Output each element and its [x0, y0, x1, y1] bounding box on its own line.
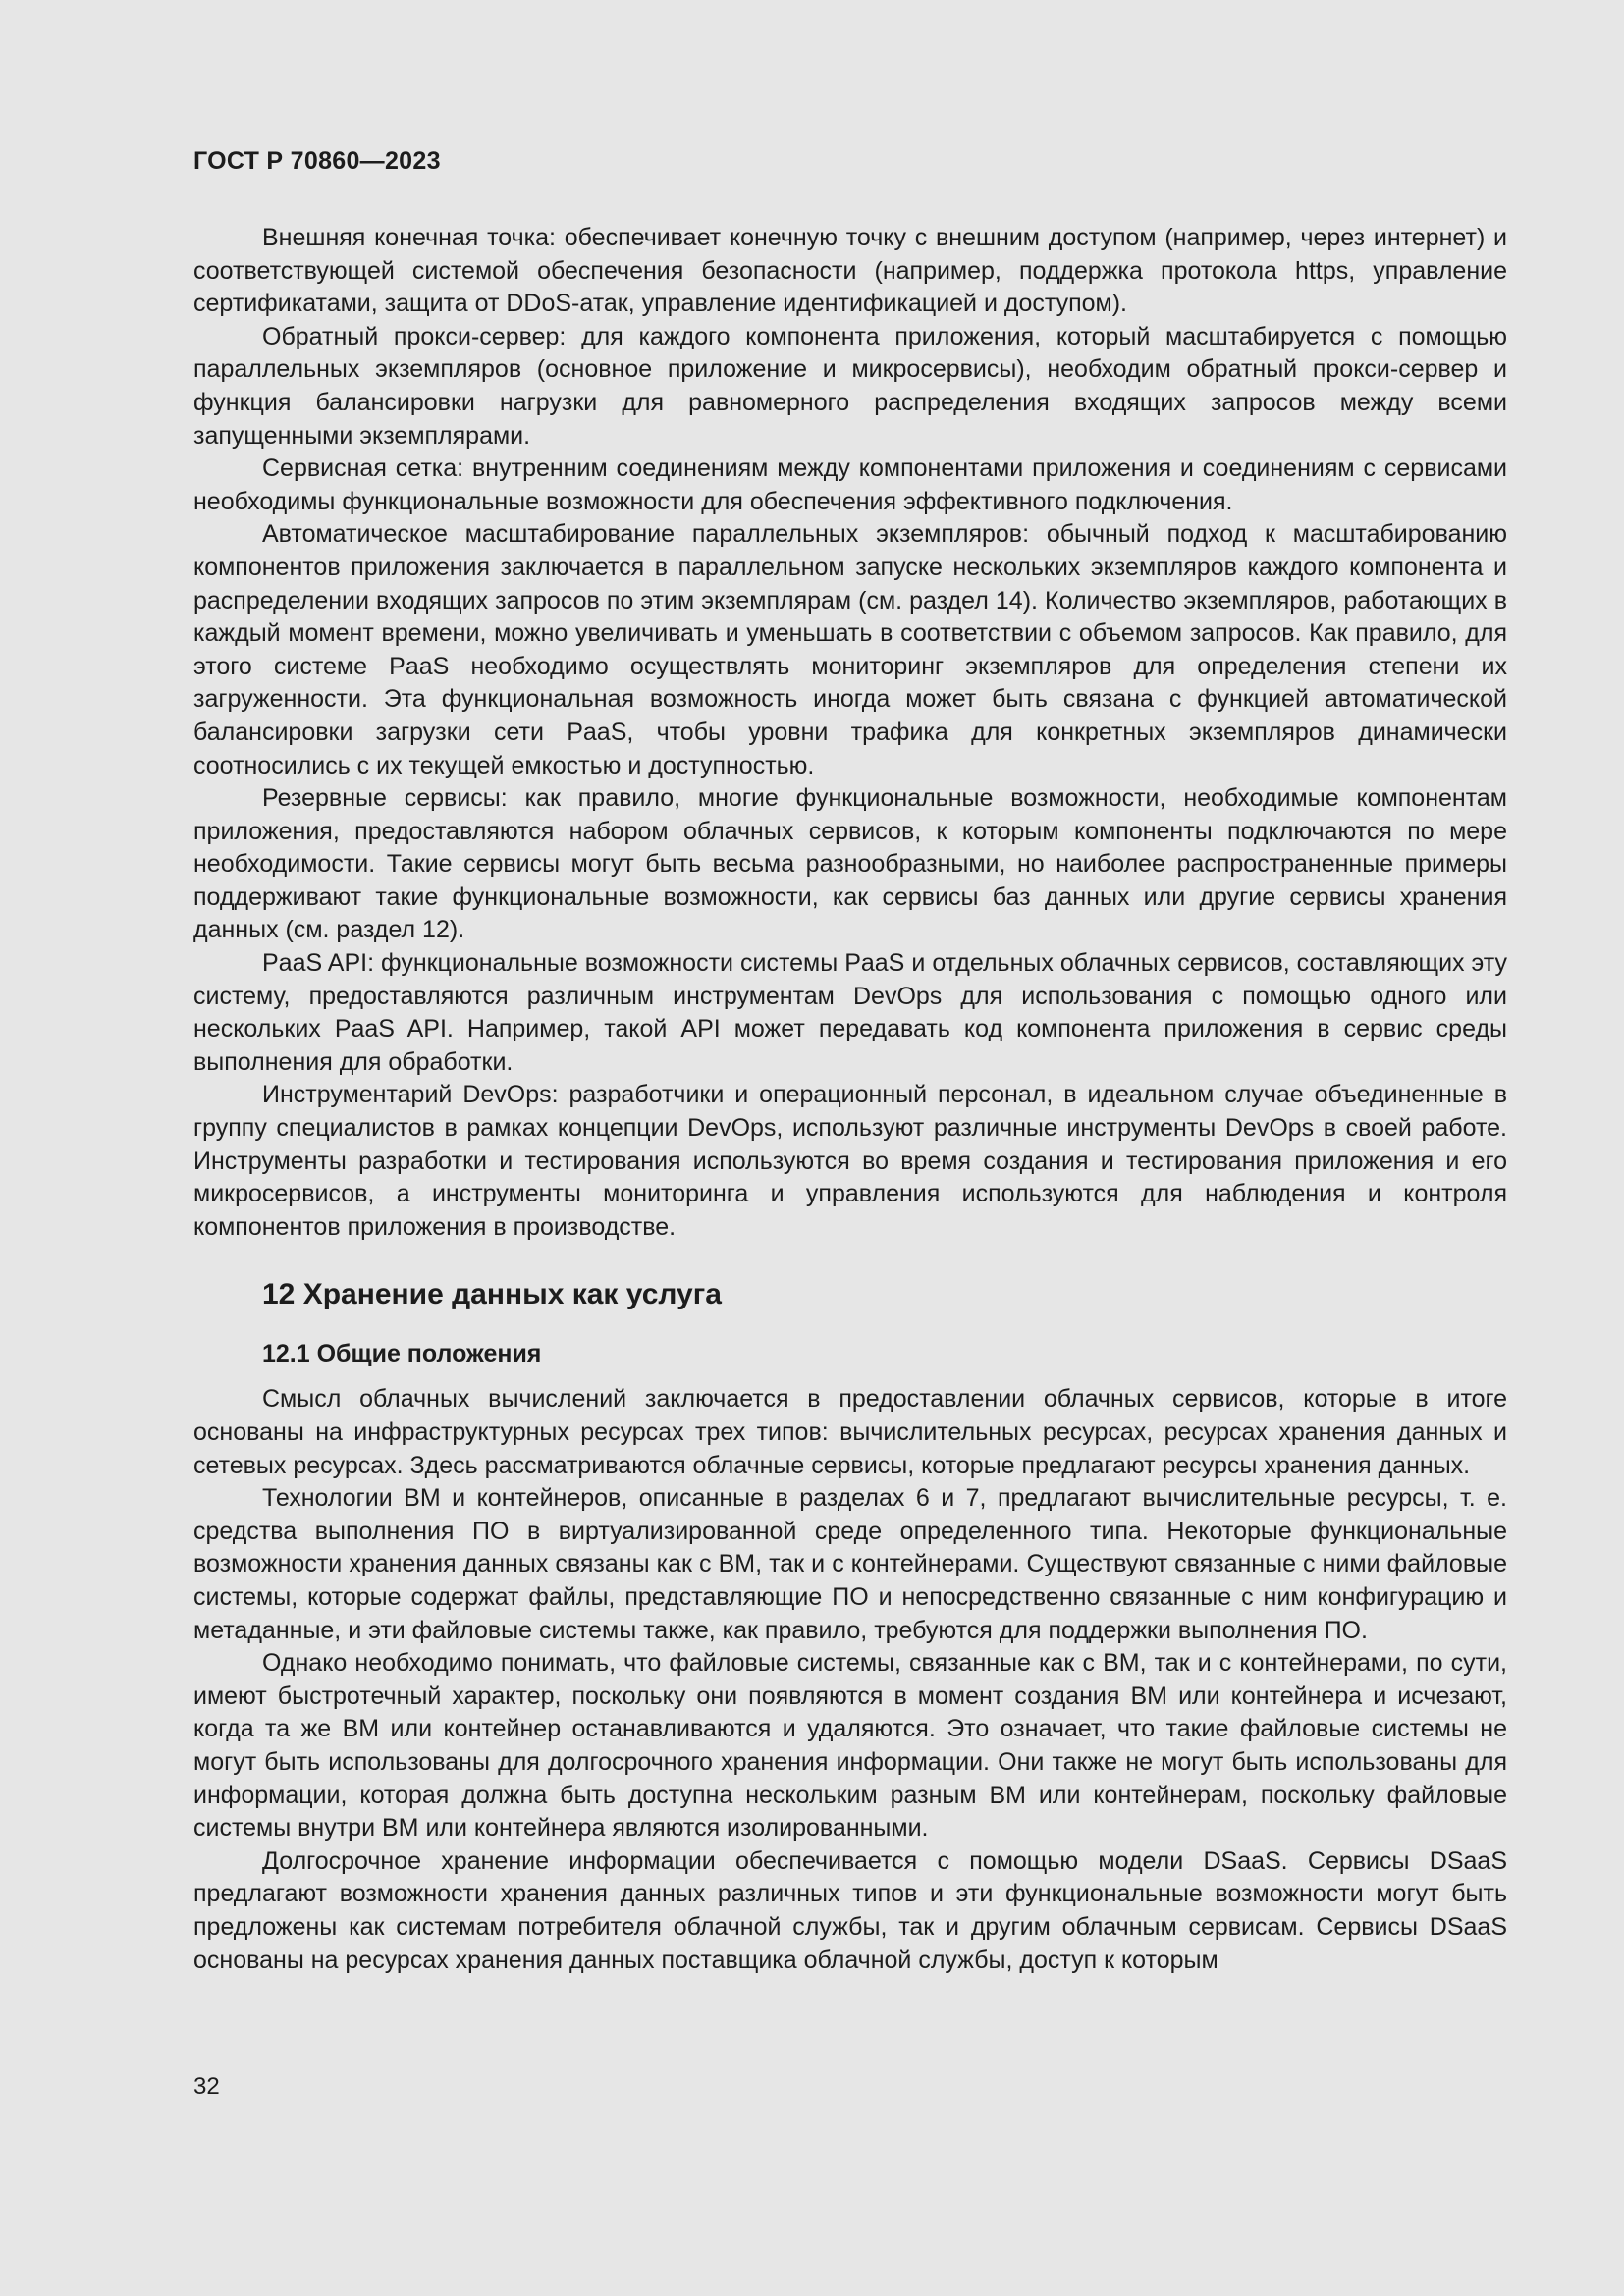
paragraph-dsaas: Долгосрочное хранение информации обеспечивается с помощью модели DSaaS. Сервисы DSaaS предлагают возможности хранения данных различных типов и эти функциональные возможности могут быть предложены как системам потребителя облачной службы, так и другим облачным сервисам. Сервисы DSaaS основаны на ресурсах хранения данных поставщика облачной службы, доступ к которым — [193, 1846, 1507, 1974]
paragraph-reverse-proxy: Обратный прокси-сервер: для каждого компонента приложения, который масштабируется с помощью параллельных экземпляров (основное приложение и микросервисы), необходим обратный прокси-сервер и функция балансировки нагрузки для равномерного распределения входящих запросов между всеми запущенными экземплярами. — [193, 322, 1507, 450]
subsection-heading: 12.1 Общие положения — [262, 1340, 542, 1368]
paragraph-external-endpoint: Внешняя конечная точка: обеспечивает конечную точку с внешним доступом (например, через интернет) и соответствующей системой обеспечения безопасности (например, поддержка протокола https, управление сертификатами, защита от DDoS-атак, управление идентификацией и доступом). — [193, 224, 1507, 318]
document-body — [193, 222, 1507, 1977]
section-heading: 12 Хранение данных как услуга — [262, 1278, 722, 1311]
paragraph-backing-services: Резервные сервисы: как правило, многие функциональные возможности, необходимые компонентам приложения, предоставляются набором облачных сервисов, к которым компоненты подключаются по мере необходимости. Такие сервисы могут быть весьма разнообразными, но наиболее распространенные примеры поддерживают такие функциональные возможности, как сервисы баз данных или другие сервисы хранения данных (см. раздел 12). — [193, 784, 1507, 944]
document-header: ГОСТ Р 70860—2023 — [193, 147, 441, 175]
paragraph-paas-api: PaaS API: функциональные возможности системы PaaS и отдельных облачных сервисов, составляющих эту систему, предоставляются различным инструментам DevOps для использования с помощью одного или нескольких PaaS API. Например, такой API может передавать код компонента приложения в сервис среды выполнения для обработки. — [193, 949, 1507, 1076]
page-number: 32 — [193, 2073, 220, 2100]
paragraph-cloud-computing: Смысл облачных вычислений заключается в предоставлении облачных сервисов, которые в итоге основаны на инфраструктурных ресурсах трех типов: вычислительных ресурсах, ресурсах хранения данных и сетевых ресурсах. Здесь рассматриваются облачные сервисы, которые предлагают ресурсы хранения данных. — [193, 1385, 1507, 1479]
paragraph-ephemeral-fs: Однако необходимо понимать, что файловые системы, связанные как с ВМ, так и с контейнерами, по сути, имеют быстротечный характер, поскольку они появляются в момент создания ВМ или контейнера и исчезают, когда та же ВМ или контейнер останавливаются и удаляются. Это означает, что такие файловые системы не могут быть использованы для долгосрочного хранения информации. Они также не могут быть использованы для информации, которая должна быть доступна нескольким разным ВМ или контейнерам, поскольку файловые системы внутри ВМ или контейнера являются изолированными. — [193, 1649, 1507, 1842]
paragraph-devops-tools: Инструментарий DevOps: разработчики и операционный персонал, в идеальном случае объединенные в группу специалистов в рамках концепции DevOps, используют различные инструменты DevOps в своей работе. Инструменты разработки и тестирования используются во время создания и тестирования приложения и его микросервисов, а инструменты мониторинга и управления используются для наблюдения и контроля компонентов приложения в производстве. — [193, 1081, 1507, 1241]
paragraph-vm-containers: Технологии ВМ и контейнеров, описанные в разделах 6 и 7, предлагают вычислительные ресурсы, т. е. средства выполнения ПО в виртуализированной среде определенного типа. Некоторые функциональные возможности хранения данных связаны как с ВМ, так и с контейнерами. Существуют связанные с ними файловые системы, которые содержат файлы, представляющие ПО и непосредственно связанные с ним конфигурацию и метаданные, и эти файловые системы также, как правило, требуются для поддержки выполнения ПО. — [193, 1484, 1507, 1644]
paragraph-service-mesh: Сервисная сетка: внутренним соединениям между компонентами приложения и соединениям с сервисами необходимы функциональные возможности для обеспечения эффективного подключения. — [193, 454, 1507, 515]
paragraph-autoscaling: Автоматическое масштабирование параллельных экземпляров: обычный подход к масштабированию компонентов приложения заключается в параллельном запуске нескольких экземпляров каждого компонента и распределении входящих запросов по этим экземплярам (см. раздел 14). Количество экземпляров, работающих в каждый момент времени, можно увеличивать и уменьшать в соответствии с объемом запросов. Как правило, для этого системе PaaS необходимо осуществлять мониторинг экземпляров для определения степени их загруженности. Эта функциональная возможность иногда может быть связана с функцией автоматической балансировки загрузки сети PaaS, чтобы уровни трафика для конкретных экземпляров динамически соотносились с их текущей емкостью и доступностью. — [193, 520, 1507, 779]
